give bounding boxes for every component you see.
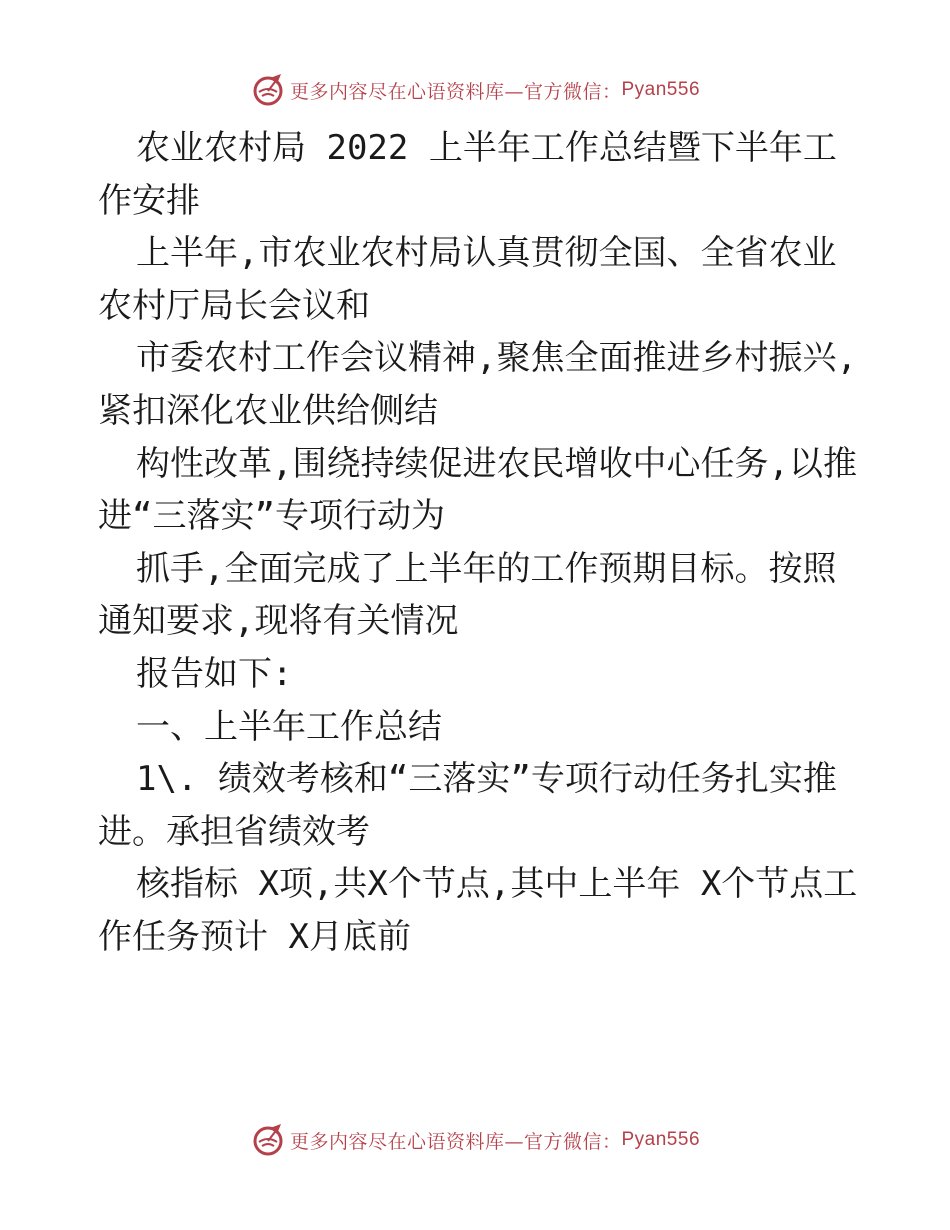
watermark-footer <box>0 1120 950 1160</box>
paragraph: 核指标 X项,共X个节点,其中上半年 X个节点工作任务预计 X月底前 <box>98 864 858 957</box>
watermark-text: 更多内容尽在心语资料库—官方微信： <box>289 1130 622 1153</box>
paragraph: 市委农村工作会议精神,聚焦全面推进乡村振兴,紧扣深化农业供给侧结 <box>98 338 857 431</box>
paragraph: 抓手,全面完成了上半年的工作预期目标。按照通知要求,现将有关情况 <box>98 548 837 642</box>
document-body <box>98 122 858 964</box>
watermark-handle: Pyan556 <box>621 1129 701 1150</box>
book-pen-logo-icon <box>250 1122 286 1158</box>
paragraph: 上半年,市农业农村局认真贯彻全国、全省农业农村厅局长会议和 <box>98 233 837 326</box>
watermark-handle: Pyan556 <box>621 79 701 100</box>
paragraph: 构性改革,围绕持续促进农民增收中心任务,以推进“三落实”专项行动为 <box>98 443 857 537</box>
book-pen-logo-icon <box>250 72 286 108</box>
paragraph: 1\. 绩效考核和“三落实”专项行动任务扎实推进。承担省绩效考 <box>98 759 837 852</box>
watermark-header <box>0 70 950 110</box>
paragraph: 报告如下: <box>136 653 293 694</box>
paragraph-title: 农业农村局 2022 上半年工作总结暨下半年工作安排 <box>98 128 837 221</box>
section-heading: 一、上半年工作总结 <box>136 706 442 747</box>
watermark-text: 更多内容尽在心语资料库—官方微信： <box>289 80 622 103</box>
